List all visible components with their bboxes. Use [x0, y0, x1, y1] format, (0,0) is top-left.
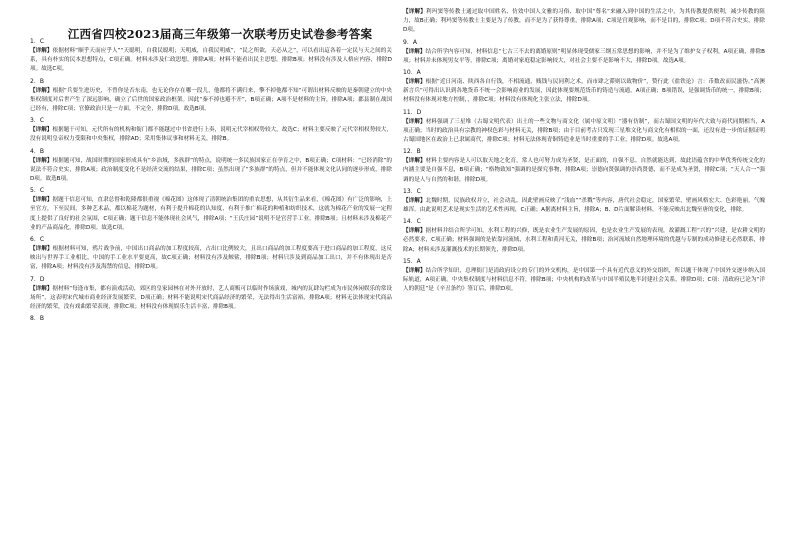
explanation-text: 材料主要内容是人可以取天地之化育，常人也可努力成为圣贤，是正面的，自强不息，自然就能达到，故此语蕴含的中华优秀传统文化的内涵主要是自强不息，B项正确；“格物致知”强调的是探究事物，排除A项；崇德向贤强调的崇尚贤德，而不是成为圣贤，排除C项；“天人合一”强调的是人与自然的和谐，排除D项。 — [403, 158, 765, 183]
detail-tag: 【详解】 — [30, 246, 53, 253]
detail-tag: 【详解】 — [403, 197, 426, 204]
explanation-text: 根据“近日河南、陕西各自行钱，不相流通，贱钱与民同利之术，而市肆之滞则以致物价”，赞行此《盐铁论》言：币数改而民滋伪。”高澳新言兵“可得出认识到各地货币不统一会影响商业的发展，因此体现要规范货币的铸造与流通，A项正确；B项错误，是强调货币的统一，排除B项；材料没有体现对地方控制，，排除C项；材料没有体现化主张立法，排除D项。 — [403, 79, 765, 104]
answer-number: 13．C — [403, 187, 421, 195]
detail-tag: 【详解】 — [403, 267, 426, 274]
answer-number: 4．B — [30, 147, 44, 155]
answer-number: 10．A — [403, 69, 421, 77]
answer-number: 3．C — [30, 117, 45, 125]
explanation-paragraph — [403, 157, 765, 185]
explanation-paragraph — [30, 126, 392, 144]
explanation-text: 结合所学知识，总理衙门是清政府设立的专门的外交机构，是中国第一个具有近代意义的外交组织，所以题干体现了中国外交逐步纳入国际轨道，A项正确。中央集权制度与材料信息不符，排除B项；中央机构的改革与中国半殖民地半封建社会关系，排除D项；C项：清政府已沦为“洋人的朝廷”是《辛丑条约》签订后，排除D项。 — [403, 267, 765, 293]
answer-number: 1．C — [30, 38, 45, 45]
explanation-text: 根据材料可知，鸦片战争前，中国出口商品的加工程度较高，占出口比例较大，且出口商品的加工程度要高于进口商品的加工程度，这反映出与世界手工业相比，中国的手工业水平要更高，故C项正确；材料没有涉及鲸鲨，排除B项；材料只涉及到商品加工出口，并不有体现出是否富，排除A项；材料没有涉及海禁的信息，排除D项。 — [30, 246, 392, 271]
explanation-paragraph — [30, 245, 392, 273]
explanation-paragraph — [30, 285, 392, 313]
answer-number: 14．C — [403, 218, 421, 226]
detail-tag: 【详解】 — [30, 48, 53, 54]
answer-number: 12．B — [403, 148, 421, 156]
answer-number: 11．D — [403, 108, 422, 116]
explanation-text: 结合所学内容可知，材料信息“七古三不去的离婚原则”明显体现受儒家三纲五常思想的影响，并不是为了维护女子权利，A项正确，排除B项；材料并未体现男女平等，排除C项；离婚对家庭稳定影响较大，对社会主要不是影响不大，排除D项。故选A项。 — [403, 48, 765, 64]
explanation-paragraph — [403, 48, 765, 66]
explanation-paragraph — [403, 267, 765, 295]
detail-tag: 【详解】 — [403, 9, 426, 15]
explanation-paragraph — [403, 78, 765, 106]
explanation-text: 依据材料“顺乎天而应乎人”“天聪明，自我民聪明；天明威，自我民明威”，“民之所欲，天必从之”，可以看出這各着一定民与天之间的关系，具有朴实的民本思想特点，C项正确。材料未涉及仁政思想，排除A项；材料不能看出民主思想，排除B项；材料没有涉及人格应内容，排除D项。故选C项。 — [30, 48, 392, 73]
explanation-text: 据材料“每逢市集，都有演戏活动，郊区的皇家园林在对外开放时，艺人商贩可以临时作场演戏，城内的瓦肆勾栏成为市民休闲娱乐的常设场所”，这表明宋代城市商业经济发展繁荣，D项正确；材料不能说明宋代商品经济的繁荣，无法得出生活富裕，排除A项；材料无法体现宋代商品经济的繁荣，没有戏曲繁荣表现，排除C项；材料没有体现娱乐生活丰富，排除B项。 — [30, 285, 392, 311]
answer-number: 8．B — [30, 315, 44, 323]
answer-number: 15．A — [403, 257, 421, 265]
detail-tag: 【详解】 — [403, 79, 426, 86]
page-title: 江西省四校2023届高三年级第一次联考历史试卷参考答案 — [67, 27, 373, 41]
detail-tag: 【详解】 — [403, 48, 426, 55]
explanation-text: 根据“兵要生进历史，不曾你是否东南，也无论你存在哪一段儿，他都将不满归来，擎不掉他都不知“可谓出材料反映的是秦朝建立的中央集权制度对后世产生了深远影响，确立了后世的国家政治框架。因此“秦不掉也避不开”，B项正确；A项不是材料的主旨，排除A项；郡县制在战国已经有，排除C项；官僚政治只是一方面，不完全，排除D项。故选B项。 — [30, 87, 392, 113]
answer-number: 6．C — [30, 236, 45, 244]
detail-tag: 【详解】 — [30, 127, 53, 134]
explanation-paragraph — [403, 118, 765, 146]
explanation-paragraph — [30, 157, 392, 185]
detail-tag: 【详解】 — [30, 197, 53, 204]
answer-number: 5．C — [30, 187, 45, 195]
detail-tag: 【详解】 — [403, 118, 426, 125]
detail-tag: 【详解】 — [30, 285, 53, 292]
detail-tag: 【详解】 — [30, 87, 53, 94]
explanation-paragraph — [403, 8, 765, 36]
answer-number: 9．A — [403, 38, 417, 46]
explanation-text: 材料强调了三星堆（古蜀文明代表）出土的一些文物与商文化（属中原文明）“器有仿制”，而古蜀国文明的年代大致与商代同期相当，A项正确；当时的政治具有宗教的神权色彩与材料无关，排除B项；由于目前考古只发现三星堆文化与商文化有相似的一面，还没有进一步的证据证明古蜀国地区在政治上已隶属商代，排除C项；材料无法体现青铜铸造业是当时重要的手工业，排除D项。故选A项。 — [403, 118, 765, 144]
explanation-paragraph — [30, 87, 392, 115]
explanation-paragraph — [30, 47, 392, 75]
explanation-paragraph — [403, 197, 765, 215]
right-column — [403, 8, 765, 295]
explanation-text: 利玛窦等传教士通过取中国姓名、仿效中国人文雅的习俗、取中国“尊名”来融入到中国的生活之中，为其传教提供便利，减少传教的阻力，故B正确；利玛窦等传教士主要是为了传教，而不是为了获得尊重，排除A项；C项是宫观影响，而不是目的，排除C项；D项不符合史实，排除D项。 — [403, 9, 765, 34]
left-column — [30, 36, 392, 324]
explanation-text: 根据题干可知，元代所有的机构和衙门都不能越过中书省进行上奏，说明元代宰相权势较大，故选C；材料主要反映了元代宰相权势较大，没有说明皇帝权力受限和中央集权，排除AD；采用集体议事和材料无关，排除B。 — [30, 127, 392, 143]
detail-tag: 【详解】 — [403, 228, 426, 235]
explanation-text: 据题干信息可知，直隶总督和乾隆都很重视《棉花图》这体现了清朝统治集团的重农思想，从其衍生品来看，《棉花图》有广泛的影响，上至官方，下至民间，多种艺术品，都以棉花为题材，有利于提升棉花的认知度，有利于推广棉花的种植和纺织技术，这就为棉花产业的发展一定程度上提供了良好的社会氛围，C项正确；题干信息不能体现社会风气，排除A项；“王氏庄园”说明不是官营手工业，排除B项；且材料未涉及棉花产业的产品商品化，排除D项。故选C项。 — [30, 197, 392, 231]
explanation-text: 根据题可知，战国时期的国家形成具有“乡治域，多族群”的特点，说明统一多民族国家正在孕育之中，B项正确；C项材料：“已经消除”的说法不符合史实，排除A项；政治制度变化不是经济交流的结果，排除C项；虽然出现了“多族群”的特点，但并不能体现文化认同的逐步形成，排除D项。故选B项。 — [30, 157, 392, 183]
explanation-paragraph — [403, 227, 765, 255]
answer-number: 2．B — [30, 77, 44, 85]
explanation-paragraph — [30, 196, 392, 233]
explanation-text: 北魏时期，民族政权并立，社会动乱，因此壁画反映了“浅血”“杀戮”等内容，唐代社会稳定，国家繁荣，壁画风格宏大、色彩艳丽，气魄雄浑。由此说明艺术是现实生活的艺术性再现，C正确；A据离材料主旨，排除A；B、D片面解读材料，不能反映出北魏至唐的变化，排除。 — [403, 197, 765, 214]
detail-tag: 【详解】 — [30, 157, 53, 164]
answer-number: 7．D — [30, 275, 45, 283]
explanation-text: 据材料并结合所学可知，水利工程的兴修，既是农业生产发展的原因，也是农业生产发展的表现，故灌溉工程“兴的”兴建，是农耕文明的必然要求，C项正确；材料强调的是依靠河流域，水利工程和黄河无关，排除B项；治河流域自然地理环境的优越与专制的成功修建无必然联系，排除A；材料未涉及灌溉技术的长期领先，排除D项。 — [403, 228, 765, 253]
detail-tag: 【详解】 — [403, 158, 426, 165]
